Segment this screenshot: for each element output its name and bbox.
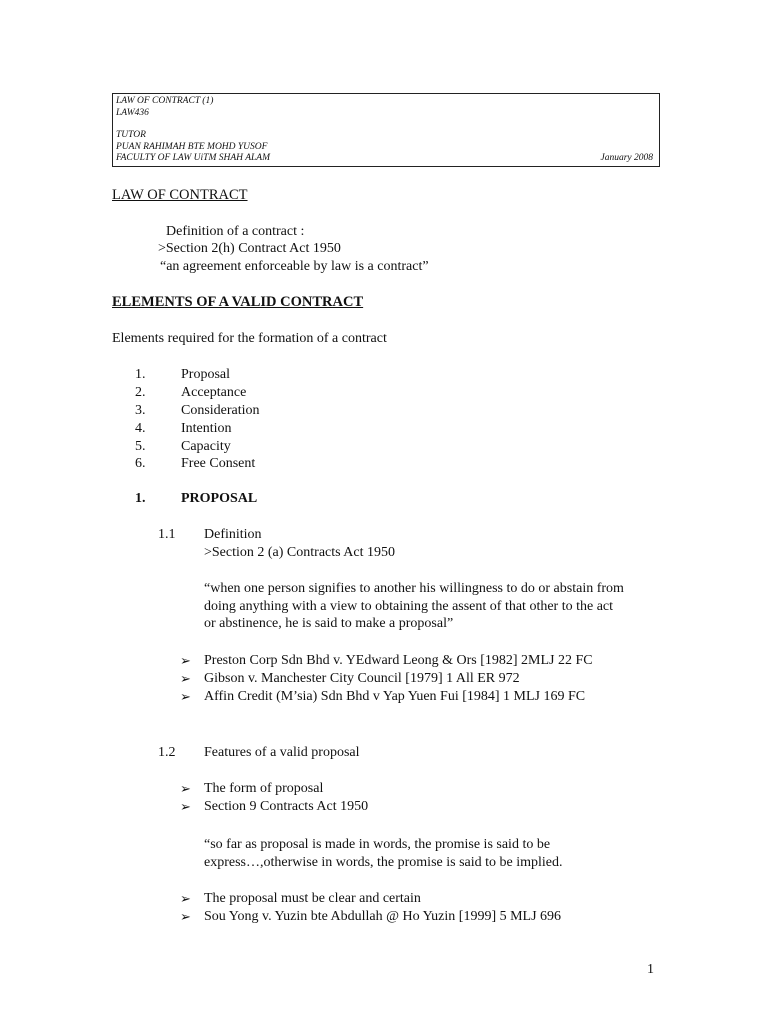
feature-bullet: Section 9 Contracts Act 1950 — [204, 799, 369, 814]
section-1-2-title: Features of a valid proposal — [204, 745, 360, 760]
tutor-label: TUTOR — [116, 130, 146, 140]
list-item-label: Proposal — [181, 367, 230, 382]
document-title: LAW OF CONTRACT — [112, 187, 248, 203]
case-citation: Preston Corp Sdn Bhd v. YEdward Leong & Ors [1982] 2MLJ 22 FC — [204, 653, 593, 668]
section-9-quote-line: “so far as proposal is made in words, the promise is said to be — [204, 837, 551, 852]
arrow-bullet-icon: ➢ — [180, 909, 191, 924]
section-1-2-number: 1.2 — [158, 745, 176, 760]
tutor-name: PUAN RAHIMAH BTE MOHD YUSOF — [116, 141, 268, 152]
definition-section: >Section 2(h) Contract Act 1950 — [158, 241, 341, 256]
definition-label: Definition of a contract : — [166, 224, 305, 239]
arrow-bullet-icon: ➢ — [180, 671, 191, 686]
proposal-heading: PROPOSAL — [181, 491, 258, 506]
course-code: LAW436 — [116, 107, 149, 118]
section-1-1-title: Definition — [204, 527, 262, 542]
header-date: January 2008 — [600, 152, 653, 163]
proposal-number: 1. — [135, 491, 146, 506]
proposal-quote-line: or abstinence, he is said to make a proposal” — [204, 616, 454, 631]
list-item-label: Capacity — [181, 439, 231, 454]
elements-heading: ELEMENTS OF A VALID CONTRACT — [112, 294, 364, 310]
arrow-bullet-icon: ➢ — [180, 781, 191, 796]
elements-intro: Elements required for the formation of a contract — [112, 331, 387, 346]
section-9-quote-line: express…,otherwise in words, the promise is said to be implied. — [204, 855, 563, 870]
section-1-1-number: 1.1 — [158, 527, 176, 542]
list-item-label: Intention — [181, 421, 232, 436]
arrow-bullet-icon: ➢ — [180, 799, 191, 814]
case-citation: Sou Yong v. Yuzin bte Abdullah @ Ho Yuzin [1999] 5 MLJ 696 — [204, 909, 562, 924]
list-item-number: 6. — [135, 456, 146, 471]
course-title: LAW OF CONTRACT (1) — [116, 96, 214, 106]
list-item-label: Acceptance — [181, 385, 247, 400]
list-item-number: 3. — [135, 403, 146, 418]
list-item-number: 5. — [135, 439, 146, 454]
list-item-number: 1. — [135, 367, 146, 382]
section-1-1-reference: >Section 2 (a) Contracts Act 1950 — [204, 545, 396, 560]
arrow-bullet-icon: ➢ — [180, 891, 191, 906]
proposal-quote-line: doing anything with a view to obtaining the assent of that other to the act — [204, 599, 614, 614]
case-citation: Affin Credit (M’sia) Sdn Bhd v Yap Yuen Fui [1984] 1 MLJ 169 FC — [204, 689, 586, 704]
list-item-label: Consideration — [181, 403, 260, 418]
course-header-box — [112, 93, 660, 167]
list-item-number: 4. — [135, 421, 146, 436]
faculty-name: FACULTY OF LAW UiTM SHAH ALAM — [116, 153, 271, 163]
list-item-number: 2. — [135, 385, 146, 400]
feature-bullet: The proposal must be clear and certain — [204, 891, 421, 906]
page-number: 1 — [647, 962, 654, 977]
arrow-bullet-icon: ➢ — [180, 689, 191, 704]
definition-quote: “an agreement enforceable by law is a contract” — [160, 259, 429, 274]
arrow-bullet-icon: ➢ — [180, 653, 191, 668]
case-citation: Gibson v. Manchester City Council [1979] 1 All ER 972 — [204, 671, 520, 686]
feature-bullet: The form of proposal — [204, 781, 324, 796]
proposal-quote-line: “when one person signifies to another his willingness to do or abstain from — [204, 581, 624, 596]
list-item-label: Free Consent — [181, 456, 256, 471]
